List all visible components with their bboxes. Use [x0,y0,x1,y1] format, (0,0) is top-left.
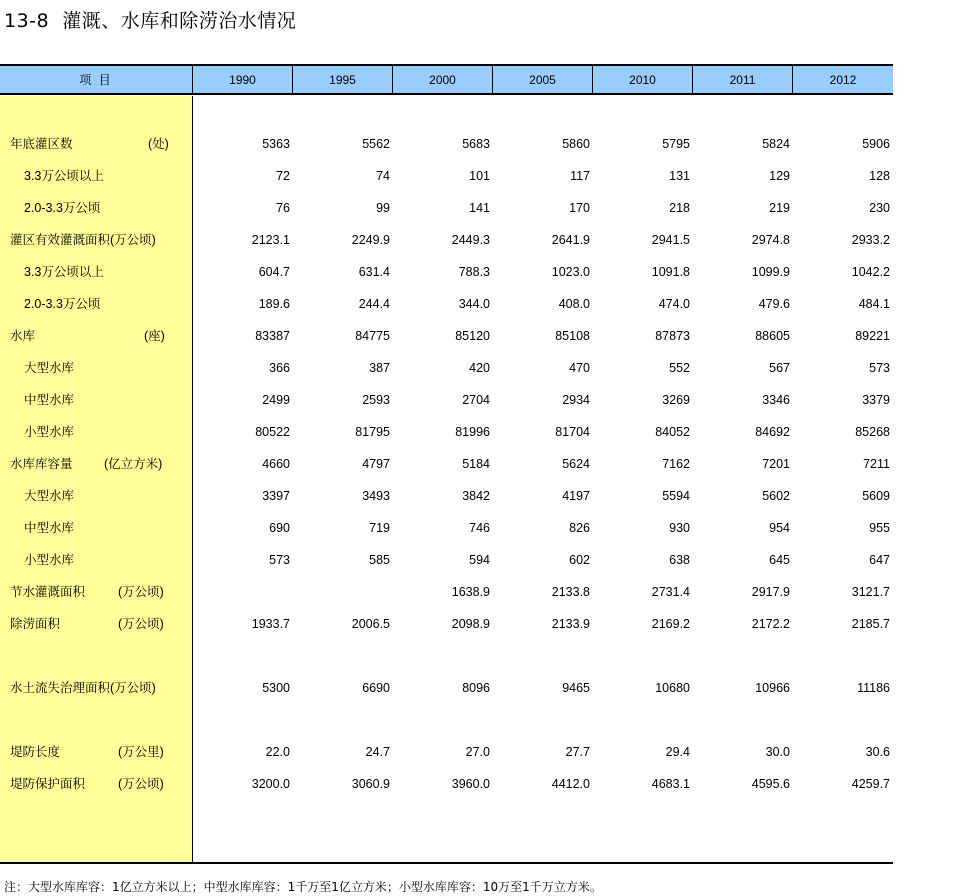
table-cell: 5860 [562,137,590,151]
table-row [0,262,893,282]
header-year: 2000 [392,66,492,95]
table-cell: 3842 [462,489,490,503]
table-cell: 88605 [755,329,790,343]
table-cell: 2593 [362,393,390,407]
table-cell: 638 [669,553,690,567]
table-cell: 7201 [762,457,790,471]
table-cell: 81795 [355,425,390,439]
table-cell: 2123.1 [251,233,290,247]
table-cell: 585 [369,553,390,567]
table-cell: 81704 [555,425,590,439]
table-cell: 5795 [662,137,690,151]
table-cell: 2249.9 [351,233,390,247]
table-cell: 89221 [855,329,890,343]
table-cell: 2133.8 [551,585,590,599]
table-cell: 567 [769,361,790,375]
row-label: 小型水库 [24,553,75,567]
table-cell: 3269 [662,393,690,407]
table-cell: 690 [269,521,290,535]
table-row [0,230,893,250]
table-cell: 7162 [662,457,690,471]
table-cell: 4683.1 [651,777,690,791]
table-cell: 645 [769,553,790,567]
table-cell: 4259.7 [851,777,890,791]
table-cell: 80522 [255,425,290,439]
table-cell [292,582,390,602]
table-cell: 3493 [362,489,390,503]
table-cell: 1023.0 [551,265,590,279]
table-cell: 2933.2 [851,233,890,247]
row-label: 水库 [10,329,36,343]
table-cell: 5594 [662,489,690,503]
table-row [0,454,893,474]
table-cell: 484.1 [858,297,890,311]
table-bottom-rule [0,862,893,864]
table-cell: 3121.7 [851,585,890,599]
table-cell: 5363 [262,137,290,151]
table-cell: 2133.9 [551,617,590,631]
table-cell: 218 [669,201,690,215]
table-cell: 72 [276,169,290,183]
table-cell: 83387 [255,329,290,343]
table-cell: 4412.0 [551,777,590,791]
table-cell: 9465 [562,681,590,695]
table-cell: 2641.9 [551,233,590,247]
row-label: 除涝面积 [10,617,61,631]
header-year: 1990 [192,66,292,95]
table-cell: 10966 [755,681,790,695]
row-label: 中型水库 [24,393,75,407]
table-cell: 81996 [455,425,490,439]
table-cell: 8096 [462,681,490,695]
table-cell: 7211 [863,457,890,471]
table-row [0,742,893,762]
table-row [0,358,893,378]
table-cell: 84775 [355,329,390,343]
table-cell: 408.0 [558,297,590,311]
table-row [0,166,893,186]
table-cell: 4660 [262,457,290,471]
table-cell: 573 [269,553,290,567]
table-cell: 1933.7 [251,617,290,631]
table-row [0,550,893,570]
table-cell: 5683 [462,137,490,151]
table-cell: 746 [469,521,490,535]
table-row [0,774,893,794]
table-cell: 2917.9 [751,585,790,599]
header-year: 2005 [492,66,592,95]
header-year: 2010 [592,66,692,95]
table-cell: 3346 [762,393,790,407]
table-cell: 3060.9 [351,777,390,791]
table-cell: 474.0 [658,297,690,311]
table-cell: 2169.2 [651,617,690,631]
header-year: 1995 [292,66,392,95]
table-cell: 129 [769,169,790,183]
table-cell: 170 [569,201,590,215]
table-row [0,326,893,346]
table-cell: 85120 [455,329,490,343]
table-cell: 85268 [855,425,890,439]
table-row [0,518,893,538]
row-unit: (亿立方米) [104,457,163,471]
table-cell: 647 [869,553,890,567]
table-cell: 2704 [462,393,490,407]
table-header-row [0,64,893,95]
table-cell: 573 [869,361,890,375]
statistics-table [0,64,893,864]
table-cell: 2731.4 [651,585,690,599]
table-cell: 85108 [555,329,590,343]
table-cell: 4797 [362,457,390,471]
table-cell: 219 [769,201,790,215]
row-label: 大型水库 [24,361,75,375]
table-cell: 6690 [362,681,390,695]
row-unit: (万公顷) [118,585,164,599]
table-cell: 5906 [862,137,890,151]
table-cell: 1099.9 [751,265,790,279]
table-cell: 954 [769,521,790,535]
row-label: 2.0-3.3万公顷 [24,201,101,215]
table-cell: 22.0 [265,745,290,759]
row-label: 3.3万公顷以上 [24,169,104,183]
row-label: 年底灌区数 [10,137,73,151]
table-cell: 1091.8 [651,265,690,279]
row-unit: (万公顷) [118,617,164,631]
table-cell: 230 [869,201,890,215]
table-cell: 5602 [762,489,790,503]
table-cell: 10680 [655,681,690,695]
table-cell: 3200.0 [251,777,290,791]
table-row [0,582,893,602]
table-cell: 4197 [562,489,590,503]
row-unit: (万公顷) [118,777,164,791]
table-cell: 128 [869,169,890,183]
table-cell: 930 [669,521,690,535]
table-cell: 604.7 [258,265,290,279]
table-cell: 87873 [655,329,690,343]
header-year: 2011 [692,66,792,95]
table-cell: 602 [569,553,590,567]
table-cell: 631.4 [358,265,390,279]
table-cell: 101 [469,169,490,183]
row-unit: (座) [144,329,165,343]
table-cell: 189.6 [258,297,290,311]
table-cell: 76 [276,201,290,215]
table-cell: 244.4 [358,297,390,311]
table-cell: 4595.6 [751,777,790,791]
table-cell: 74 [376,169,390,183]
table-cell: 99 [376,201,390,215]
table-cell: 2941.5 [651,233,690,247]
table-cell: 2185.7 [851,617,890,631]
table-row [0,390,893,410]
table-cell: 29.4 [665,745,690,759]
table-cell: 5824 [762,137,790,151]
table-cell: 826 [569,521,590,535]
table-cell: 479.6 [758,297,790,311]
table-cell: 3397 [262,489,290,503]
table-cell: 1638.9 [451,585,490,599]
table-row [0,486,893,506]
row-label: 堤防长度 [10,745,61,759]
table-cell: 2172.2 [751,617,790,631]
row-label: 水土流失治理面积(万公顷) [10,681,156,695]
table-cell: 594 [469,553,490,567]
table-cell: 5609 [862,489,890,503]
row-label: 3.3万公顷以上 [24,265,104,279]
header-year: 2012 [792,66,893,95]
header-item: 项 目 [79,73,113,87]
table-cell: 2449.3 [451,233,490,247]
table-cell [192,582,290,602]
table-cell: 27.0 [465,745,490,759]
row-label: 水库库容量 [10,457,73,471]
table-row [0,134,893,154]
table-row [0,294,893,314]
table-row [0,614,893,634]
row-label: 堤防保护面积 [10,777,86,791]
row-unit: (万公里) [118,745,164,759]
table-row [0,198,893,218]
table-cell: 955 [869,521,890,535]
table-row [0,422,893,442]
table-row [0,678,893,698]
table-cell: 552 [669,361,690,375]
table-cell: 2934 [562,393,590,407]
row-label: 节水灌溉面积 [10,585,86,599]
table-cell: 3379 [862,393,890,407]
table-cell: 84692 [755,425,790,439]
table-cell: 2098.9 [451,617,490,631]
table-cell: 420 [469,361,490,375]
table-cell: 27.7 [565,745,590,759]
table-cell: 788.3 [458,265,490,279]
table-cell: 11186 [857,681,890,695]
table-cell: 3960.0 [451,777,490,791]
table-cell: 387 [369,361,390,375]
page-title: 13-8 灌溉、水库和除涝治水情况 [4,10,297,32]
table-cell: 141 [469,201,490,215]
table-cell: 30.6 [865,745,890,759]
row-label: 大型水库 [24,489,75,503]
table-cell: 30.0 [765,745,790,759]
row-label: 中型水库 [24,521,75,535]
table-cell: 5562 [362,137,390,151]
table-cell: 2499 [262,393,290,407]
table-cell: 5300 [262,681,290,695]
table-cell: 470 [569,361,590,375]
table-cell: 2974.8 [751,233,790,247]
table-cell: 24.7 [365,745,390,759]
table-cell: 344.0 [458,297,490,311]
table-cell: 1042.2 [851,265,890,279]
row-label: 灌区有效灌溉面积(万公顷) [10,233,156,247]
row-label: 2.0-3.3万公顷 [24,297,101,311]
table-cell: 2006.5 [351,617,390,631]
table-cell: 366 [269,361,290,375]
row-unit: (处) [148,137,169,151]
table-cell: 131 [669,169,690,183]
footnote: 注：大型水库库容：1亿立方米以上；中型水库库容：1千万至1亿立方米；小型水库库容：10万至1千万立方米。 [4,880,602,894]
table-cell: 5184 [462,457,490,471]
table-cell: 117 [570,169,590,183]
row-label: 小型水库 [24,425,75,439]
table-cell: 719 [369,521,390,535]
table-cell: 5624 [562,457,590,471]
table-cell: 84052 [655,425,690,439]
